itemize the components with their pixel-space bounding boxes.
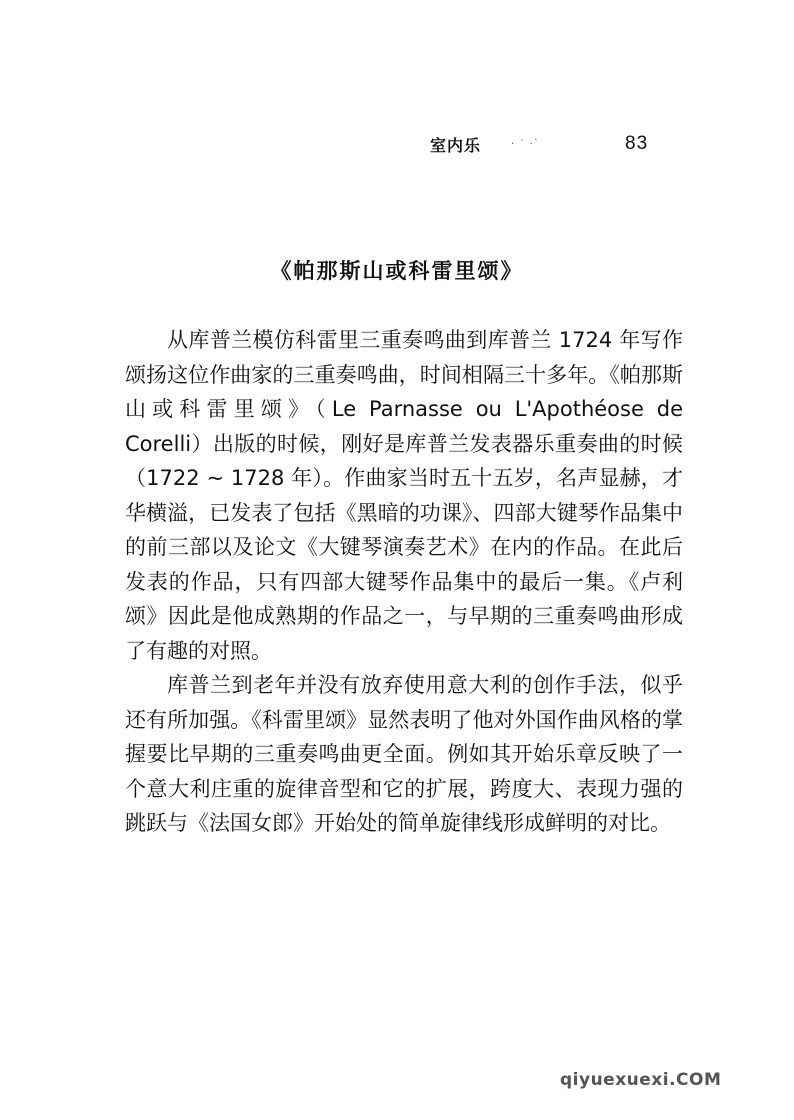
article-title: 《帕那斯山或科雷里颂》: [270, 259, 524, 283]
running-head: [430, 130, 649, 158]
header-ornament: · ˙ ·`: [511, 138, 540, 150]
paragraph: 库普兰到老年并没有放弃使用意大利的创作手法，似乎还有所加强。《科雷里颂》显然表明了他对外国作曲风格的掌握要比早期的三重奏鸣曲更全面。例如其开始乐章反映了一个意大利庄重的旋律音型和它的扩展，跨度大、表现力强的跳跃与《法国女郎》开始处的简单旋律线形成鲜明的对比。: [125, 673, 683, 835]
site-watermark: qiyuexuexi.COM: [560, 1070, 722, 1090]
article-body: [125, 323, 683, 841]
paragraph: 从库普兰模仿科雷里三重奏鸣曲到库普兰 1724 年写作颂扬这位作曲家的三重奏鸣曲，时间相隔三十多年。《帕那斯山或科雷里颂》（Le Parnasse ou L'Apothéose de Corelli）出版的时候，刚好是库普兰发表器乐重奏曲的时候（1722 ~ 1728 年）。作曲家当时五十五岁，名声显赫，才华横溢，已发表了包括《黑暗的功课》、四部大键琴作品集中的前三部以及论文《大键琴演奏艺术》在内的作品。在此后发表的作品，只有四部大键琴作品集中的最后一集。《卢利颂》因此是他成熟期的作品之一，与早期的三重奏鸣曲形成了有趣的对照。: [125, 328, 683, 663]
section-name: 室内乐: [430, 135, 482, 155]
page-number: 83: [625, 133, 649, 154]
